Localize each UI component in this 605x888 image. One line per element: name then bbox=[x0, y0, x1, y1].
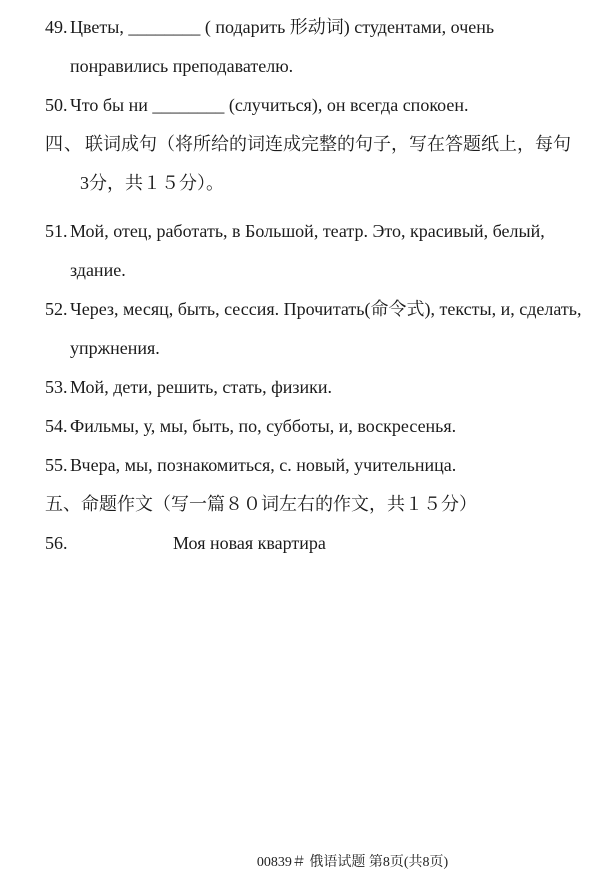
question-51-number: 51. bbox=[45, 221, 68, 241]
question-52-line-1 bbox=[0, 290, 605, 329]
question-53-text: Мой, дети, решить, стать, физики. bbox=[70, 377, 332, 397]
question-53-number: 53. bbox=[45, 377, 68, 397]
section-4-heading-line-2 bbox=[0, 164, 605, 203]
question-56-line-1 bbox=[0, 524, 605, 563]
question-49-number: 49. bbox=[45, 17, 68, 37]
question-52-line-2 bbox=[0, 329, 605, 368]
section-4-instructions-continued: 3分，共１５分）。 bbox=[80, 173, 224, 193]
question-52-text-continued: упржнения. bbox=[70, 338, 160, 358]
question-50-number: 50. bbox=[45, 95, 68, 115]
question-53-line-1 bbox=[0, 368, 605, 407]
section-5-number: 五、 bbox=[45, 494, 81, 514]
question-51-line-1 bbox=[0, 212, 605, 251]
question-52-text: Через, месяц, быть, сессия. Прочитать(命令式), тексты, и, сделать, bbox=[70, 299, 582, 319]
question-55-line-1 bbox=[0, 446, 605, 485]
question-51-text-continued: здание. bbox=[70, 260, 126, 280]
question-49-text: Цветы, ________ ( подарить 形动词) студентами, очень bbox=[70, 17, 495, 37]
question-50-line-1 bbox=[0, 86, 605, 125]
question-51-text: Мой, отец, работать, в Большой, театр. Это, красивый, белый, bbox=[70, 221, 545, 241]
question-52-number: 52. bbox=[45, 299, 68, 319]
question-54-number: 54. bbox=[45, 416, 68, 436]
section-5-heading bbox=[0, 485, 605, 524]
section-4-heading-line-1 bbox=[0, 125, 605, 164]
question-55-text: Вчера, мы, познакомиться, с. новый, учительница. bbox=[70, 455, 457, 475]
essay-title: Моя новая квартира bbox=[173, 533, 326, 553]
question-51-line-2 bbox=[0, 251, 605, 290]
section-4-instructions: 联词成句（将所给的词连成完整的句子，写在答题纸上，每句 bbox=[85, 134, 571, 154]
question-55-number: 55. bbox=[45, 455, 68, 475]
question-49-line-1 bbox=[0, 8, 605, 47]
question-54-text: Фильмы, у, мы, быть, по, субботы, и, воскресенья. bbox=[70, 416, 457, 436]
section-5-instructions: 命题作文（写一篇８０词左右的作文，共１５分） bbox=[81, 494, 477, 514]
question-50-text: Что бы ни ________ (случиться), он всегда спокоен. bbox=[70, 95, 469, 115]
section-4-number: 四、 bbox=[45, 134, 83, 154]
question-49-line-2 bbox=[0, 47, 605, 86]
page-footer: 00839＃ 俄语试题 第8页(共8页) bbox=[256, 855, 449, 870]
question-49-text-continued: понравились преподавателю. bbox=[70, 56, 294, 76]
question-56-number: 56. bbox=[45, 533, 68, 553]
question-54-line-1 bbox=[0, 407, 605, 446]
